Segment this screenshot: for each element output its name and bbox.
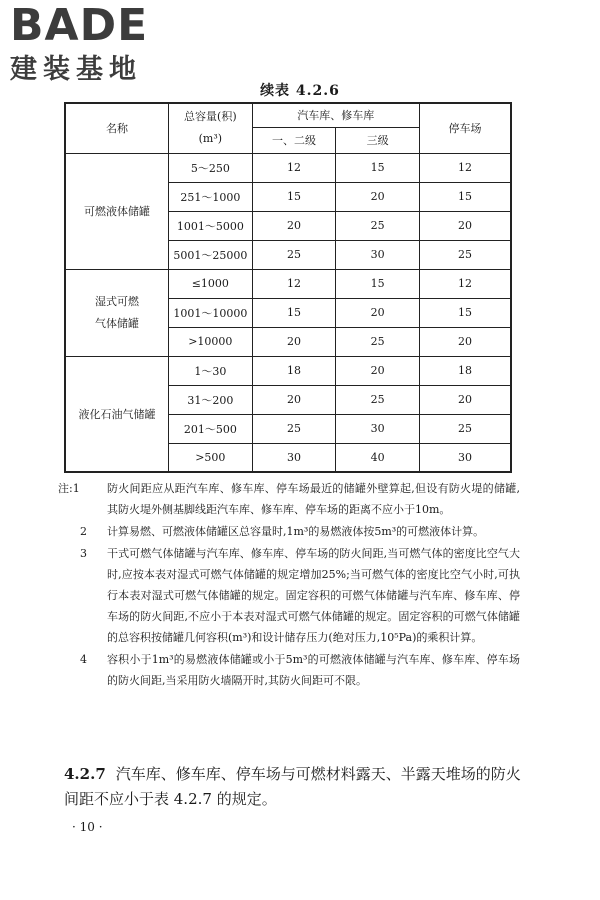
table-row [65, 153, 511, 182]
note-text: 计算易燃、可燃液体储罐区总容量时,1m³的易燃液体按5m³的可燃液体计算。 [107, 525, 485, 538]
value-cell: 12 [419, 269, 511, 298]
capacity-cell: 5～250 [168, 153, 252, 182]
header-garage-sub2: 三级 [336, 127, 420, 153]
capacity-cell: 1～30 [168, 356, 252, 385]
fire-distance-table [64, 102, 512, 473]
note-item [80, 649, 520, 691]
header-capacity-label: 总容量(积) [184, 110, 237, 124]
header-capacity [168, 103, 252, 153]
note-text: 防火间距应从距汽车库、修车库、停车场最近的储罐外壁算起,但设有防火堤的储罐,其防火堤外侧基脚线距汽车库、修车库、停车场的距离不应小于10m。 [107, 482, 520, 516]
value-cell: 40 [336, 443, 420, 472]
capacity-cell: 201～500 [168, 414, 252, 443]
table-notes [58, 478, 520, 692]
group-name: 液化石油气储罐 [65, 356, 168, 472]
group-name-line2: 气体储罐 [94, 316, 139, 330]
value-cell: 15 [252, 298, 336, 327]
value-cell: 25 [336, 385, 420, 414]
value-cell: 15 [336, 269, 420, 298]
note-item [58, 478, 520, 520]
capacity-cell: 251～1000 [168, 182, 252, 211]
value-cell: 30 [419, 443, 511, 472]
value-cell: 25 [419, 414, 511, 443]
section-number: 4.2.7 [64, 765, 106, 783]
value-cell: 20 [252, 385, 336, 414]
group-name: 可燃液体储罐 [65, 153, 168, 269]
note-number: 2 [80, 525, 87, 538]
value-cell: 20 [252, 211, 336, 240]
value-cell: 20 [419, 385, 511, 414]
value-cell: 12 [252, 269, 336, 298]
value-cell: 20 [419, 327, 511, 356]
note-number-value: 1 [72, 482, 80, 495]
capacity-cell: 1001～10000 [168, 298, 252, 327]
value-cell: 20 [419, 211, 511, 240]
header-garage-group: 汽车库、修车库 [252, 103, 419, 127]
capacity-cell: 5001～25000 [168, 240, 252, 269]
value-cell: 18 [252, 356, 336, 385]
note-number: 4 [80, 653, 87, 666]
note-text: 容积小于1m³的易燃液体储罐或小于5m³的可燃液体储罐与汽车库、修车库、停车场的防火间距,当采用防火墙隔开时,其防火间距可不限。 [107, 653, 520, 687]
note-text: 干式可燃气体储罐与汽车库、修车库、停车场的防火间距,当可燃气体的密度比空气大时,应按本表对湿式可燃气体储罐的规定增加25%;当可燃气体的密度比空气小时,可执行本表对湿式可燃气体储罐的规定。固定容积的可燃气体储罐与汽车库、修车库、停车场的防火间距,不应小于本表对湿式可燃气体储罐的规定。固定容积的可燃气体储罐的总容积按储罐几何容积(m³)和设计储存压力(绝对压力,10⁵Pa)的乘积计算。 [107, 547, 520, 644]
value-cell: 25 [252, 414, 336, 443]
value-cell: 30 [336, 414, 420, 443]
value-cell: 20 [336, 182, 420, 211]
header-name: 名称 [65, 103, 168, 153]
table-row [65, 356, 511, 385]
logo-word-text: BADE [10, 0, 149, 51]
note-number [58, 478, 107, 520]
bade-logo [10, 0, 210, 86]
value-cell: 20 [336, 298, 420, 327]
value-cell: 15 [336, 153, 420, 182]
value-cell: 25 [419, 240, 511, 269]
section-4-2-7 [64, 762, 534, 812]
capacity-cell: ≤1000 [168, 269, 252, 298]
table-title: 续表 4.2.6 [260, 83, 340, 99]
header-parking: 停车场 [419, 103, 511, 153]
group-name [65, 269, 168, 356]
value-cell: 20 [252, 327, 336, 356]
value-cell: 25 [336, 327, 420, 356]
table-row [65, 269, 511, 298]
value-cell: 30 [336, 240, 420, 269]
note-number: 3 [80, 547, 87, 560]
value-cell: 18 [419, 356, 511, 385]
value-cell: 25 [252, 240, 336, 269]
value-cell: 20 [336, 356, 420, 385]
value-cell: 30 [252, 443, 336, 472]
group-name-line1: 湿式可燃 [94, 294, 139, 308]
value-cell: 12 [252, 153, 336, 182]
value-cell: 25 [336, 211, 420, 240]
value-cell: 15 [419, 298, 511, 327]
header-garage-sub1: 一、二级 [252, 127, 336, 153]
capacity-cell: >10000 [168, 327, 252, 356]
section-text: 汽车库、修车库、停车场与可燃材料露天、半露天堆场的防火间距不应小于表 4.2.7 的规定。 [64, 765, 521, 808]
note-item [80, 521, 520, 542]
logo-subtitle: 建装基地 [10, 54, 142, 85]
note-prefix: 注: [58, 482, 73, 495]
page-number: · 10 · [72, 820, 103, 834]
note-item [80, 543, 520, 648]
value-cell: 12 [419, 153, 511, 182]
capacity-cell: 1001～5000 [168, 211, 252, 240]
logo-wordmark [10, 0, 210, 51]
header-capacity-unit: (m³) [198, 132, 223, 146]
value-cell: 15 [252, 182, 336, 211]
capacity-cell: 31～200 [168, 385, 252, 414]
value-cell: 15 [419, 182, 511, 211]
capacity-cell: >500 [168, 443, 252, 472]
